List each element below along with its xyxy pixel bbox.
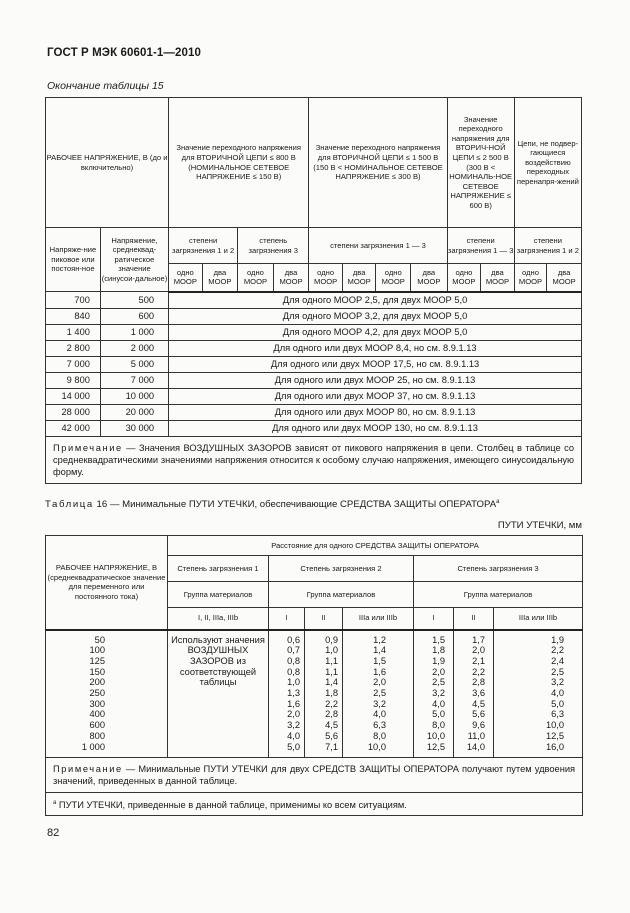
voltage-value: 150 <box>89 666 105 677</box>
one-moop: одно МООР <box>309 264 343 292</box>
one-moop: одно МООР <box>514 264 547 292</box>
table-row <box>46 372 582 388</box>
voltage-value: 50 <box>94 634 105 645</box>
col-distance-one-moop: Расстояние для одного СРЕДСТВА ЗАЩИТЫ ОПЕРАТОРА <box>168 536 583 556</box>
table-row <box>46 308 582 324</box>
note-label: Примечание <box>53 764 123 774</box>
voltage-value: 800 <box>89 730 105 741</box>
peak-value: 1 400 <box>46 324 101 340</box>
two-moop: два МООР <box>273 264 309 292</box>
material-group: Группа материалов <box>269 582 414 608</box>
material-group: Группа материалов <box>414 582 583 608</box>
clearance-text: Для одного МООР 2,5, для двух МООР 5,0 <box>169 292 582 309</box>
note-text: — Минимальные ПУТИ УТЕЧКИ для двух СРЕДСТВ ЗАЩИТЫ ОПЕРАТОРА получают путем удвоения значений, приведенных в данной таблице. <box>53 764 576 786</box>
peak-value: 9 800 <box>46 372 101 388</box>
one-moop: одно МООР <box>447 264 481 292</box>
voltage-value: 200 <box>89 677 105 688</box>
table-16-note <box>46 758 583 793</box>
table-row <box>46 356 582 372</box>
table-row <box>46 340 582 356</box>
footnote-mark: a <box>53 800 57 806</box>
col-rms-voltage: Напряжение, среднеквад-ратическое значение (синусои-дальное) <box>100 228 168 292</box>
voltage-value: 400 <box>89 709 105 720</box>
pollution-degree-1-3-b: степени загрязнения 1 — 3 <box>447 228 514 264</box>
pd3-group-iii: 1,9 2,2 2,4 2,5 3,2 4,0 5,0 6,3 10,0 12,5 16,0 <box>494 630 583 758</box>
standard-header: ГОСТ Р МЭК 60601-1—2010 <box>47 47 201 59</box>
pd1-text: Используют значения ВОЗДУШНЫХ ЗАЗОРОВ из соответствующей таблицы <box>168 630 269 758</box>
pollution-degree-3: степень загрязнения 3 <box>238 228 309 264</box>
material-group-ii: II <box>305 608 343 630</box>
footnote-ref: a <box>496 499 500 505</box>
peak-value: 14 000 <box>46 388 101 404</box>
clearance-text: Для одного или двух МООР 8,4, но см. 8.9.1.13 <box>169 340 582 356</box>
pd2-group-i: 0,6 0,7 0,8 0,8 1,0 1,3 1,6 2,0 3,2 4,0 5,0 <box>269 630 305 758</box>
voltage-value: 300 <box>89 698 105 709</box>
voltage-value: 1 000 <box>81 741 105 752</box>
voltage-value: 250 <box>89 688 105 699</box>
caption-text: 16 — Минимальные ПУТИ УТЕЧКИ, обеспечивающие СРЕДСТВА ЗАЩИТЫ ОПЕРАТОРА <box>93 499 497 511</box>
pollution-degree-1: Степень загрязнения 1 <box>168 556 269 582</box>
rms-value: 600 <box>100 308 168 324</box>
rms-value: 10 000 <box>100 388 168 404</box>
pd2-group-iii: 1,2 1,4 1,5 1,6 2,0 2,5 3,2 4,0 6,3 8,0 10,0 <box>343 630 414 758</box>
material-group: Группа материалов <box>168 582 269 608</box>
col-secondary-2500: Значение переходного напряжения для ВТОРИЧ-НОЙ ЦЕПИ ≤ 2 500 В (300 В < НОМИНАЛЬ-НОЕ СЕТЕВОЕ НАПРЯЖЕНИЕ ≤ 600 В) <box>447 98 514 228</box>
voltage-value: 100 <box>89 645 105 656</box>
table-16-footnote <box>46 793 583 816</box>
material-group-i: I <box>414 608 454 630</box>
pd3-group-ii: 1,7 2,0 2,1 2,2 2,8 3,6 4,5 5,6 9,6 11,0 14,0 <box>454 630 494 758</box>
peak-value: 42 000 <box>46 420 101 436</box>
peak-value: 28 000 <box>46 404 101 420</box>
note-label: Примечание <box>53 442 123 453</box>
rms-value: 500 <box>100 292 168 309</box>
note-text: — Значения ВОЗДУШНЫХ ЗАЗОРОВ зависят от пикового напряжения в цепи. Столбец в таблице со среднеквадратическими значениями напряжения относится к особому случаю напряжения, имеющего синусоидальную форму. <box>53 442 574 477</box>
pollution-degree-1-3: степени загрязнения 1 — 3 <box>309 228 447 264</box>
clearance-text: Для одного или двух МООР 130, но см. 8.9.1.13 <box>169 420 582 436</box>
col-secondary-1500: Значение переходного напряжения для ВТОРИЧНОЙ ЦЕПИ ≤ 1 500 В (150 В < НОМИНАЛЬНОЕ СЕТЕВОЕ НАПРЯЖЕНИЕ ≤ 300 В) <box>309 98 447 228</box>
peak-value: 840 <box>46 308 101 324</box>
clearance-text: Для одного или двух МООР 17,5, но см. 8.9.1.13 <box>169 356 582 372</box>
one-moop: одно МООР <box>376 264 411 292</box>
clearance-text: Для одного или двух МООР 37, но см. 8.9.1.13 <box>169 388 582 404</box>
rms-value: 30 000 <box>100 420 168 436</box>
two-moop: два МООР <box>547 264 582 292</box>
two-moop: два МООР <box>481 264 515 292</box>
peak-value: 2 800 <box>46 340 101 356</box>
col-peak-voltage: Напряже-ние пиковое или постоян-ное <box>46 228 101 292</box>
col-working-voltage: РАБОЧЕЕ НАПРЯЖЕНИЕ, В (до и включительно) <box>46 98 169 228</box>
clearance-text: Для одного или двух МООР 25, но см. 8.9.1.13 <box>169 372 582 388</box>
table-16-caption <box>45 499 499 510</box>
caption-label: Таблица <box>45 499 94 511</box>
pollution-degree-3: Степень загрязнения 3 <box>414 556 583 582</box>
table-row <box>46 324 582 340</box>
page-number: 82 <box>47 827 60 839</box>
rms-value: 2 000 <box>100 340 168 356</box>
pollution-degree-1-2-b: степени загрязнения 1 и 2 <box>514 228 581 264</box>
col-no-transient-circuits: Цепи, не подвер-гающиеся воздействию переходных перенапря-жений <box>514 98 581 228</box>
rms-value: 5 000 <box>100 356 168 372</box>
clearance-text: Для одного МООР 3,2, для двух МООР 5,0 <box>169 308 582 324</box>
voltage-column <box>46 630 168 758</box>
table-continuation-caption: Окончание таблицы 15 <box>47 80 164 92</box>
voltage-value: 600 <box>89 720 105 731</box>
col-working-voltage: РАБОЧЕЕ НАПРЯЖЕНИЕ, В (среднеквадратическое значение для переменного или постоянного тока) <box>46 536 168 630</box>
rms-value: 1 000 <box>100 324 168 340</box>
clearance-text: Для одного или двух МООР 80, но см. 8.9.1.13 <box>169 404 582 420</box>
material-group-all: I, II, IIIa, IIIb <box>168 608 269 630</box>
material-group-iii: IIIa или IIIb <box>494 608 583 630</box>
table-15-note <box>46 436 582 483</box>
table-15 <box>45 97 582 484</box>
peak-value: 700 <box>46 292 101 309</box>
table-row <box>46 292 582 309</box>
table-16-unit: ПУТИ УТЕЧКИ, мм <box>497 520 582 531</box>
material-group-i: I <box>269 608 305 630</box>
pollution-degree-2: Степень загрязнения 2 <box>269 556 414 582</box>
one-moop: одно МООР <box>238 264 274 292</box>
two-moop: два МООР <box>411 264 448 292</box>
rms-value: 20 000 <box>100 404 168 420</box>
rms-value: 7 000 <box>100 372 168 388</box>
peak-value: 7 000 <box>46 356 101 372</box>
table-row <box>46 404 582 420</box>
two-moop: два МООР <box>342 264 376 292</box>
footnote-text: ПУТИ УТЕЧКИ, приведенные в данной таблице, применимы ко всем ситуациям. <box>56 800 407 811</box>
pd3-group-i: 1,5 1,8 1,9 2,0 2,5 3,2 4,0 5,0 8,0 10,0 12,5 <box>414 630 454 758</box>
voltage-value: 125 <box>89 655 105 666</box>
clearance-text: Для одного МООР 4,2, для двух МООР 5,0 <box>169 324 582 340</box>
one-moop: одно МООР <box>169 264 203 292</box>
pd2-group-ii: 0,9 1,0 1,1 1,1 1,4 1,8 2,2 2,8 4,5 5,6 7,1 <box>305 630 343 758</box>
table-row <box>46 420 582 436</box>
material-group-iii: IIIa или IIIb <box>343 608 414 630</box>
material-group-ii: II <box>454 608 494 630</box>
col-secondary-800: Значение переходного напряжения для ВТОРИЧНОЙ ЦЕПИ ≤ 800 В (НОМИНАЛЬНОЕ СЕТЕВОЕ НАПРЯЖЕНИЕ ≤ 150 В) <box>169 98 309 228</box>
pollution-degree-1-2: степени загрязнения 1 и 2 <box>169 228 238 264</box>
two-moop: два МООР <box>202 264 238 292</box>
table-16 <box>45 535 583 816</box>
table-row <box>46 388 582 404</box>
